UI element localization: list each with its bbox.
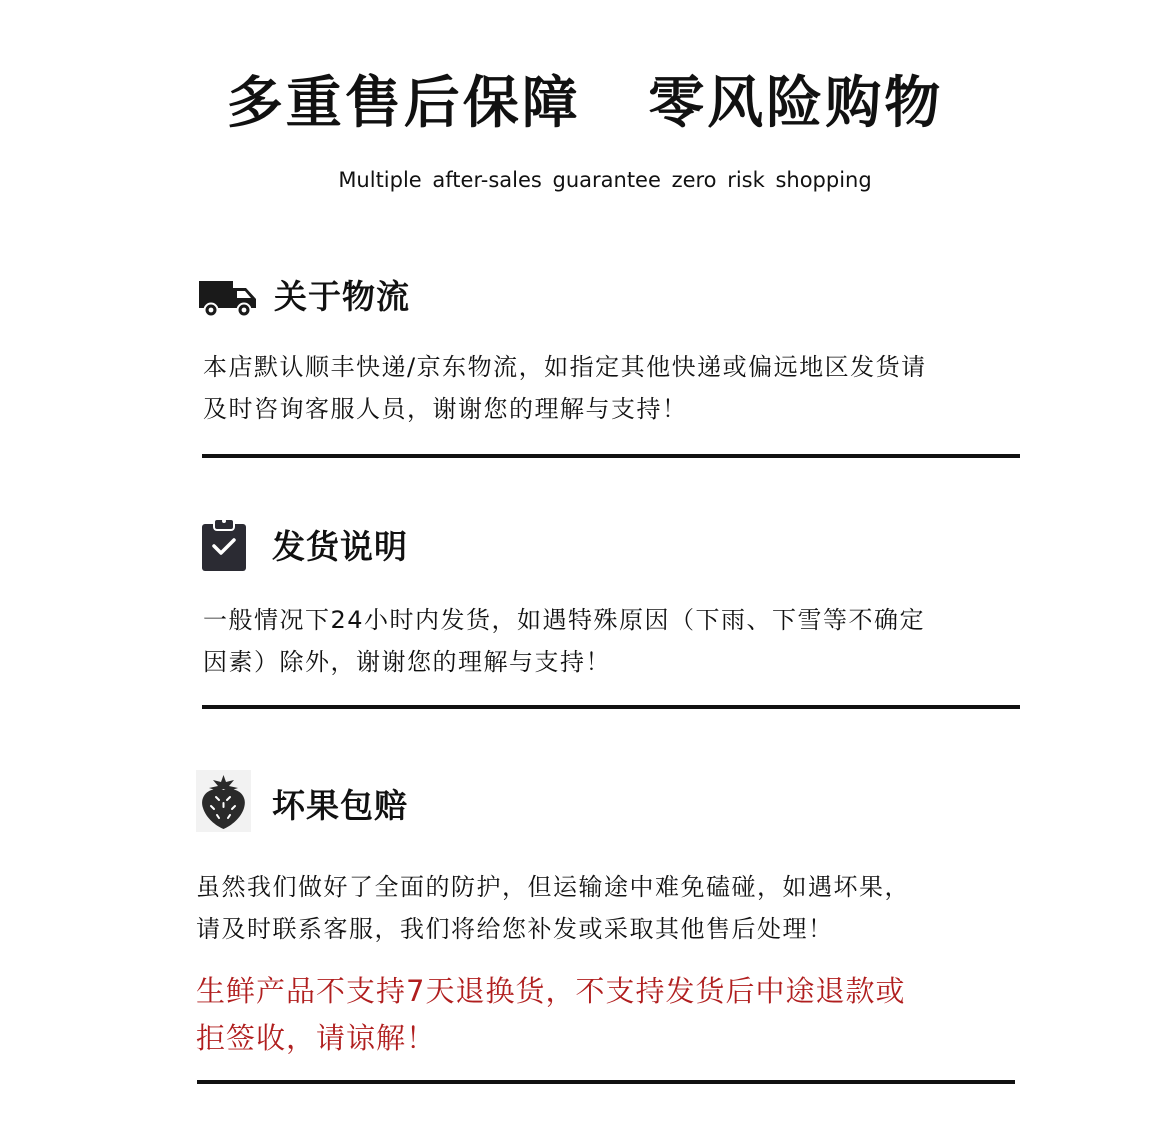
- truck-icon: [199, 279, 257, 319]
- section-divider: [202, 705, 1020, 709]
- strawberry-icon: [196, 770, 251, 832]
- section-divider: [197, 1080, 1015, 1084]
- section-body-damaged-fruit: [196, 866, 1116, 950]
- section-body-logistics: [203, 346, 1103, 430]
- notice-line: 生鲜产品不支持7天退换货，不支持发货后中途退款或: [196, 974, 906, 1008]
- body-line: 及时咨询客服人员，谢谢您的理解与支持！: [203, 395, 688, 423]
- page-title: 多重售后保障 零风险购物: [226, 71, 944, 136]
- body-line: 因素）除外，谢谢您的理解与支持！: [203, 648, 611, 676]
- body-line: 本店默认顺丰快递/京东物流，如指定其他快递或偏远地区发货请: [203, 353, 927, 381]
- section-title-damaged-fruit: 坏果包赔: [272, 786, 408, 825]
- body-line: 一般情况下24小时内发货，如遇特殊原因（下雨、下雪等不确定: [203, 606, 926, 634]
- clipboard-check-icon: [201, 516, 247, 572]
- section-divider: [202, 454, 1020, 458]
- page-subtitle: Multiple after-sales guarantee zero risk shopping: [338, 168, 872, 192]
- notice-line: 拒签收，请谅解！: [196, 1021, 437, 1055]
- section-title-logistics: 关于物流: [274, 277, 410, 316]
- section-body-shipping: [203, 599, 1103, 683]
- section-title-shipping: 发货说明: [272, 527, 408, 566]
- body-line: 请及时联系客服，我们将给您补发或采取其他售后处理！: [196, 915, 834, 943]
- body-line: 虽然我们做好了全面的防护，但运输途中难免磕碰，如遇坏果，: [196, 873, 910, 901]
- return-policy-notice: [196, 968, 1116, 1062]
